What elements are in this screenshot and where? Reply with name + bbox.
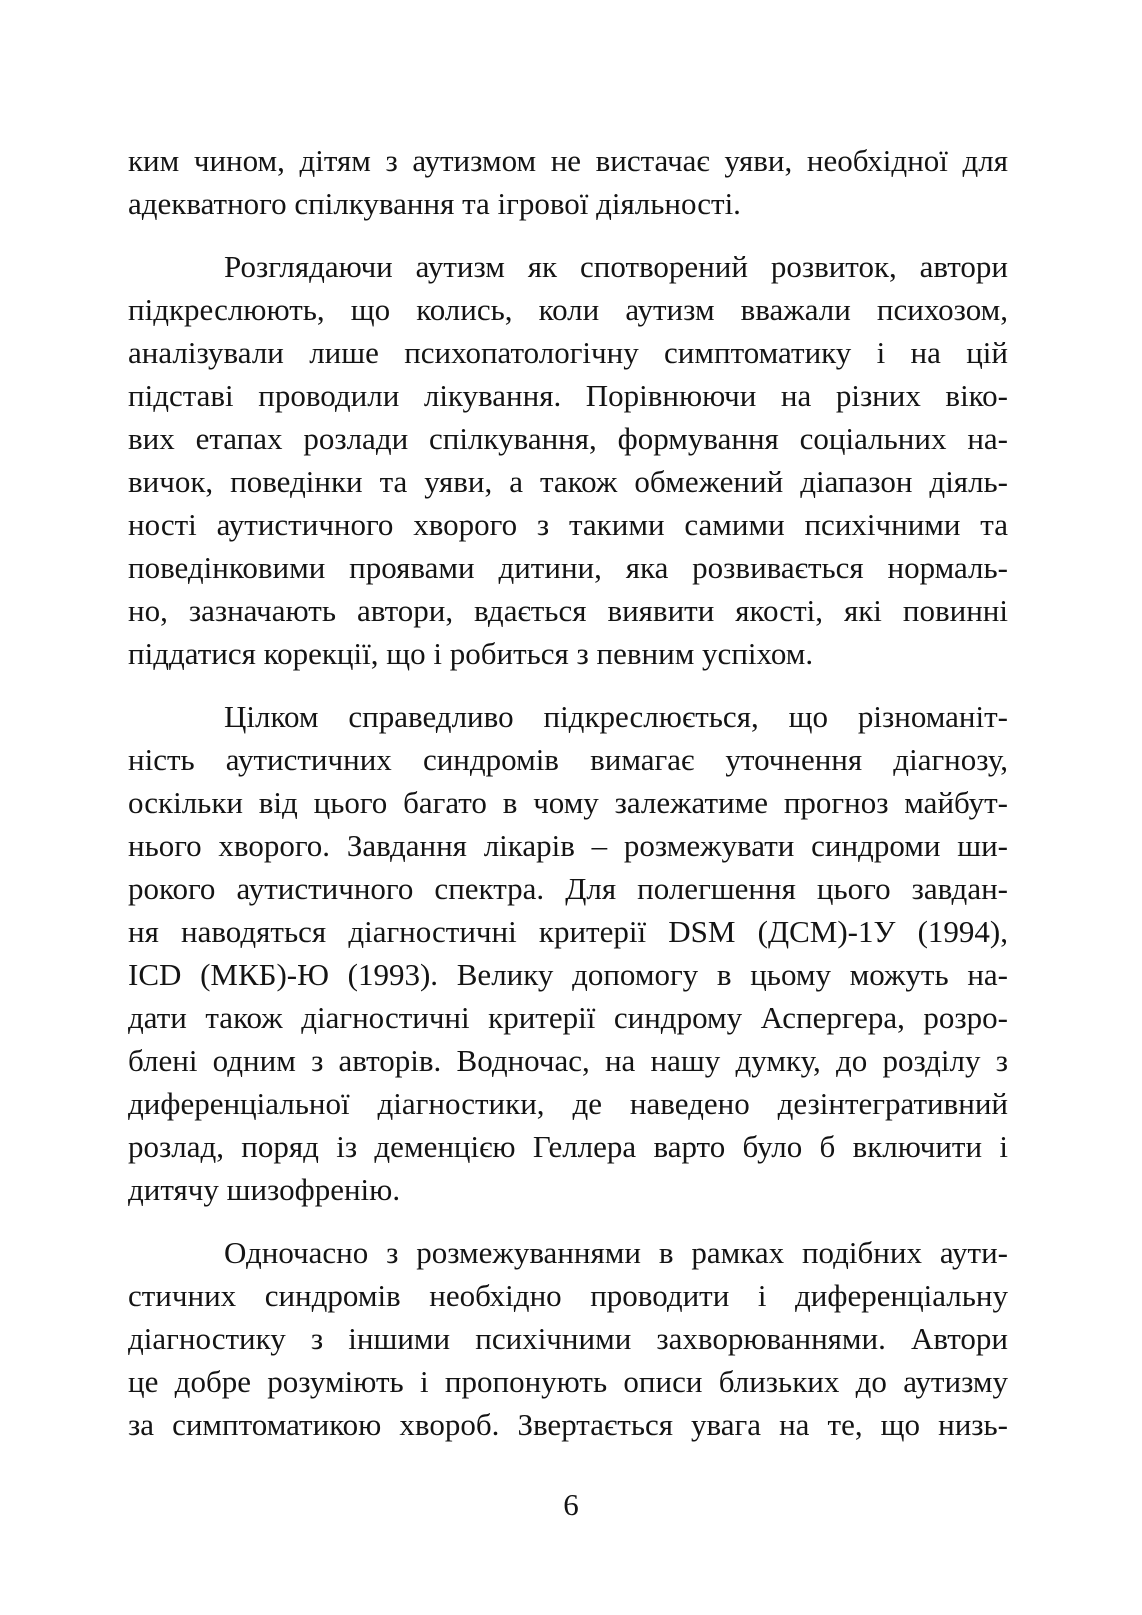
text-line: Одночасно з розмежуваннями в рамках подібних аути- — [224, 1235, 1008, 1270]
text-line: піддатися корекції, що і робиться з певним успіхом. — [128, 636, 814, 671]
text-line: діагностику з іншими психічними захворюваннями. Автори — [128, 1321, 1008, 1356]
text-line: ня наводяться діагностичні критерії DSM (ДСМ)-1У (1994), — [128, 914, 1008, 949]
text-line: нього хворого. Завдання лікарів – розмежувати синдроми ши- — [128, 828, 1008, 863]
paragraph — [128, 1231, 1008, 1446]
text-line: адекватного спілкування та ігрової діяльності. — [128, 186, 741, 221]
paragraph — [128, 695, 1008, 1211]
paragraph — [128, 139, 1008, 225]
text-line: поведінковими проявами дитини, яка розвивається нормаль- — [128, 550, 1008, 585]
text-line: блені одним з авторів. Водночас, на нашу думку, до розділу з — [128, 1043, 1008, 1078]
text-line: підкреслюють, що колись, коли аутизм вважали психозом, — [128, 292, 1008, 327]
text-line: дати також діагностичні критерії синдрому Аспергера, розро- — [128, 1000, 1008, 1035]
text-line: рокого аутистичного спектра. Для полегшення цього завдан- — [128, 871, 1008, 906]
text-line: розлад, поряд із деменцією Геллера варто було б включити і — [128, 1129, 1008, 1164]
page-text — [128, 139, 1008, 1466]
paragraph — [128, 245, 1008, 675]
text-line: вих етапах розлади спілкування, формування соціальних на- — [128, 421, 1008, 456]
text-line: диференціальної діагностики, де наведено дезінтегративний — [128, 1086, 1008, 1121]
text-line: ності аутистичного хворого з такими самими психічними та — [128, 507, 1008, 542]
text-line: дитячу шизофренію. — [128, 1172, 401, 1207]
text-line: за симптоматикою хвороб. Звертається увага на те, що низь- — [128, 1407, 1008, 1442]
text-line: но, зазначають автори, вдається виявити якості, які повинні — [128, 593, 1008, 628]
text-line: це добре розуміють і пропонують описи близьких до аутизму — [128, 1364, 1008, 1399]
text-line: Цілком справедливо підкреслюється, що різноманіт- — [224, 699, 1008, 734]
text-line: стичних синдромів необхідно проводити і диференціальну — [128, 1278, 1008, 1313]
text-line: ким чином, дітям з аутизмом не вистачає уяви, необхідної для — [128, 143, 1008, 178]
text-line: ність аутистичних синдромів вимагає уточнення діагнозу, — [128, 742, 1008, 777]
text-line: оскільки від цього багато в чому залежатиме прогноз майбут- — [128, 785, 1008, 820]
text-line: Розглядаючи аутизм як спотворений розвиток, автори — [224, 249, 1008, 284]
text-line: вичок, поведінки та уяви, а також обмежений діапазон діяль- — [128, 464, 1008, 499]
page-number: 6 — [563, 1487, 579, 1522]
text-line: підставі проводили лікування. Порівнюючи на різних віко- — [128, 378, 1008, 413]
text-line: аналізували лише психопатологічну симптоматику і на цій — [128, 335, 1008, 370]
text-line: ICD (МКБ)-Ю (1993). Велику допомогу в цьому можуть на- — [128, 957, 1008, 992]
